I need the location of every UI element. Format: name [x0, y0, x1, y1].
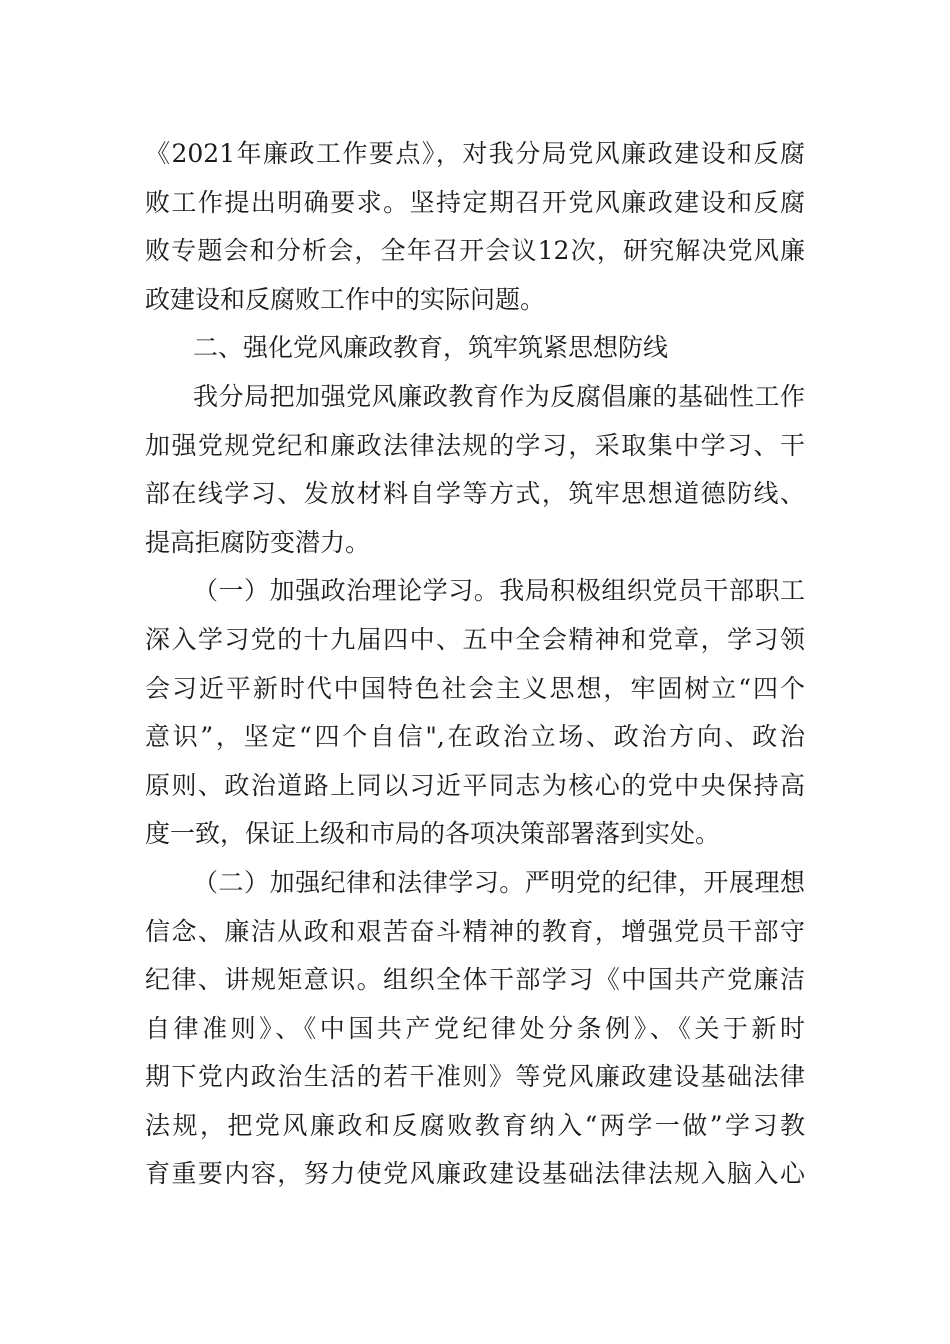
- text-line: 深入学习党的十九届四中、五中全会精神和党章，学习领: [145, 624, 805, 654]
- text-line: 《2021年廉政工作要点》，对我分局党风廉政建设和反腐: [145, 139, 805, 168]
- text-line: 法规，把党风廉政和反腐败教育纳入“两学一做”学习教: [145, 1110, 805, 1140]
- text-line: 部在线学习、发放材料自学等方式，筑牢思想道德防线、: [145, 479, 805, 509]
- text-line: 败专题会和分析会，全年召开会议12次，研究解决党风廉: [145, 236, 805, 266]
- text-line: 加强党规党纪和廉政法律法规的学习，采取集中学习、干: [145, 430, 805, 460]
- text-line: 自律准则》、《中国共产党纪律处分条例》、《关于新时: [145, 1013, 805, 1043]
- text-line: 意识”，坚定“四个自信",在政治立场、政治方向、政治: [145, 722, 805, 752]
- text-line: 期下党内政治生活的若干准则》等党风廉政建设基础法律: [145, 1062, 805, 1092]
- document-page: [145, 130, 805, 1199]
- text-line: 政建设和反腐败工作中的实际问题。: [145, 284, 546, 314]
- text-line: （一）加强政治理论学习。我局积极组织党员干部职工: [193, 576, 805, 606]
- text-line: 纪律、讲规矩意识。组织全体干部学习《中国共产党廉洁: [145, 965, 805, 995]
- section-heading: 二、强化党风廉政教育，筑牢筑紧思想防线: [193, 333, 669, 363]
- text-line: 育重要内容，努力使党风廉政建设基础法律法规入脑入心: [145, 1159, 805, 1189]
- text-line: 提高拒腐防变潜力。: [145, 527, 371, 557]
- text-line: 败工作提出明确要求。坚持定期召开党风廉政建设和反腐: [145, 187, 805, 217]
- text-line: 原则、政治道路上同以习近平同志为核心的党中央保持高: [145, 770, 805, 800]
- text-line: 度一致，保证上级和市局的各项决策部署落到实处。: [145, 819, 721, 849]
- text-line: 会习近平新时代中国特色社会主义思想，牢固树立“四个: [145, 673, 805, 703]
- text-line: 我分局把加强党风廉政教育作为反腐倡廉的基础性工作: [193, 381, 805, 411]
- text-line: 信念、廉洁从政和艰苦奋斗精神的教育，增强党员干部守: [145, 916, 805, 946]
- text-line: （二）加强纪律和法律学习。严明党的纪律，开展理想: [193, 867, 805, 897]
